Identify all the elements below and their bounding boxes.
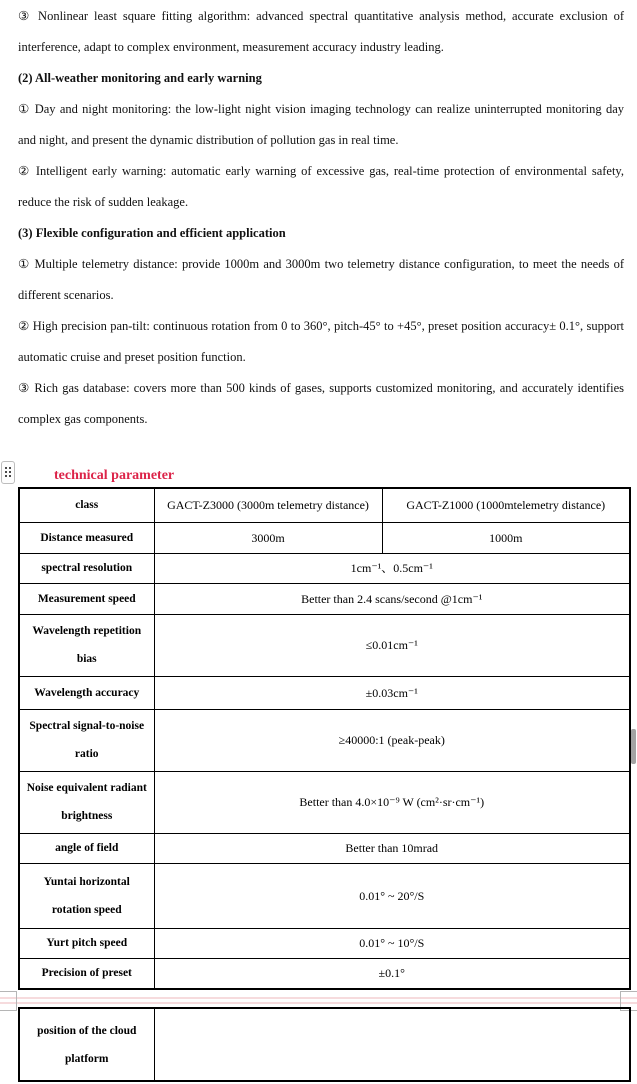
row-label-cell: Measurement speed [19, 583, 154, 614]
table-row [19, 1008, 630, 1081]
row-value-cell: ≤0.01cm⁻¹ [154, 614, 630, 676]
row-value-cell: ±0.03cm⁻¹ [154, 676, 630, 709]
row-label-cell: Wavelength accuracy [19, 676, 154, 709]
grip-dots-icon [5, 467, 12, 478]
table-row [19, 863, 630, 928]
row-value-cell: Better than 4.0×10⁻⁹ W (cm²·sr·cm⁻¹) [154, 771, 630, 833]
table-row [19, 522, 630, 553]
row-value-cell: Better than 2.4 scans/second @1cm⁻¹ [154, 583, 630, 614]
row-value-cell: Better than 10mrad [154, 833, 630, 863]
paragraph: ② High precision pan-tilt: continuous rotation from 0 to 360°, pitch-45° to +45°, preset position accuracy± 0.1°, support automatic cruise and preset position function. [18, 319, 624, 364]
row-value-cell: 0.01° ~ 10°/S [154, 928, 630, 958]
table-title: technical parameter [54, 468, 175, 483]
paragraph: ① Day and night monitoring: the low-light night vision imaging technology can realize uninterrupted monitoring day and night, and present the dynamic distribution of pollution gas in real time. [18, 102, 624, 147]
row-value-cell: 1cm⁻¹、0.5cm⁻¹ [154, 553, 630, 583]
row-value-cell: 3000m [154, 522, 382, 553]
page-margin-mark [0, 991, 17, 1011]
row-label-cell: spectral resolution [19, 553, 154, 583]
row-label-cell: Precision of preset [19, 958, 154, 989]
row-value-cell: 0.01° ~ 20°/S [154, 863, 630, 928]
table-row [19, 676, 630, 709]
paragraph: ① Multiple telemetry distance: provide 1000m and 3000m two telemetry distance configuration, to meet the needs of different scenarios. [18, 257, 624, 302]
technical-parameter-table [18, 487, 631, 990]
row-value-cell: GACT-Z3000 (3000m telemetry distance) [154, 488, 382, 522]
technical-parameter-table-continued [18, 1007, 631, 1082]
table-row [19, 488, 630, 522]
drag-handle-icon[interactable] [1, 461, 15, 484]
page-break-line [0, 997, 637, 999]
row-value-cell: ±0.1° [154, 958, 630, 989]
table-row [19, 771, 630, 833]
table-row [19, 553, 630, 583]
page-break-line [0, 1002, 637, 1004]
table-row [19, 833, 630, 863]
row-value-cell [154, 1008, 630, 1081]
paragraph: ② Intelligent early warning: automatic early warning of excessive gas, real-time protection of environmental safety, reduce the risk of sudden leakage. [18, 164, 624, 209]
row-label-cell: class [19, 488, 154, 522]
table-row [19, 709, 630, 771]
paragraph: ③ Rich gas database: covers more than 500 kinds of gases, supports customized monitoring, and accurately identifies complex gas components. [18, 381, 624, 426]
table-row [19, 928, 630, 958]
row-label-cell: Yuntai horizontal rotation speed [19, 863, 154, 928]
paragraph: ③ Nonlinear least square fitting algorithm: advanced spectral quantitative analysis method, accurate exclusion of interference, adapt to complex environment, measurement accuracy industry leading. [18, 9, 624, 54]
vertical-scrollbar-thumb[interactable] [631, 729, 636, 764]
row-label-cell: angle of field [19, 833, 154, 863]
row-label-cell: position of the cloud platform [19, 1008, 154, 1081]
row-value-cell: 1000m [382, 522, 630, 553]
row-label-cell: Spectral signal-to-noise ratio [19, 709, 154, 771]
row-label-cell: Wavelength repetition bias [19, 614, 154, 676]
row-label-cell: Noise equivalent radiant brightness [19, 771, 154, 833]
row-label-cell: Yurt pitch speed [19, 928, 154, 958]
body-text [18, 1, 624, 435]
row-value-cell: GACT-Z1000 (1000mtelemetry distance) [382, 488, 630, 522]
row-label-cell: Distance measured [19, 522, 154, 553]
section-heading: (2) All-weather monitoring and early warning [18, 71, 262, 85]
table-row [19, 958, 630, 989]
table-row [19, 614, 630, 676]
section-heading: (3) Flexible configuration and efficient application [18, 226, 286, 240]
row-value-cell: ≥40000:1 (peak-peak) [154, 709, 630, 771]
table-row [19, 583, 630, 614]
